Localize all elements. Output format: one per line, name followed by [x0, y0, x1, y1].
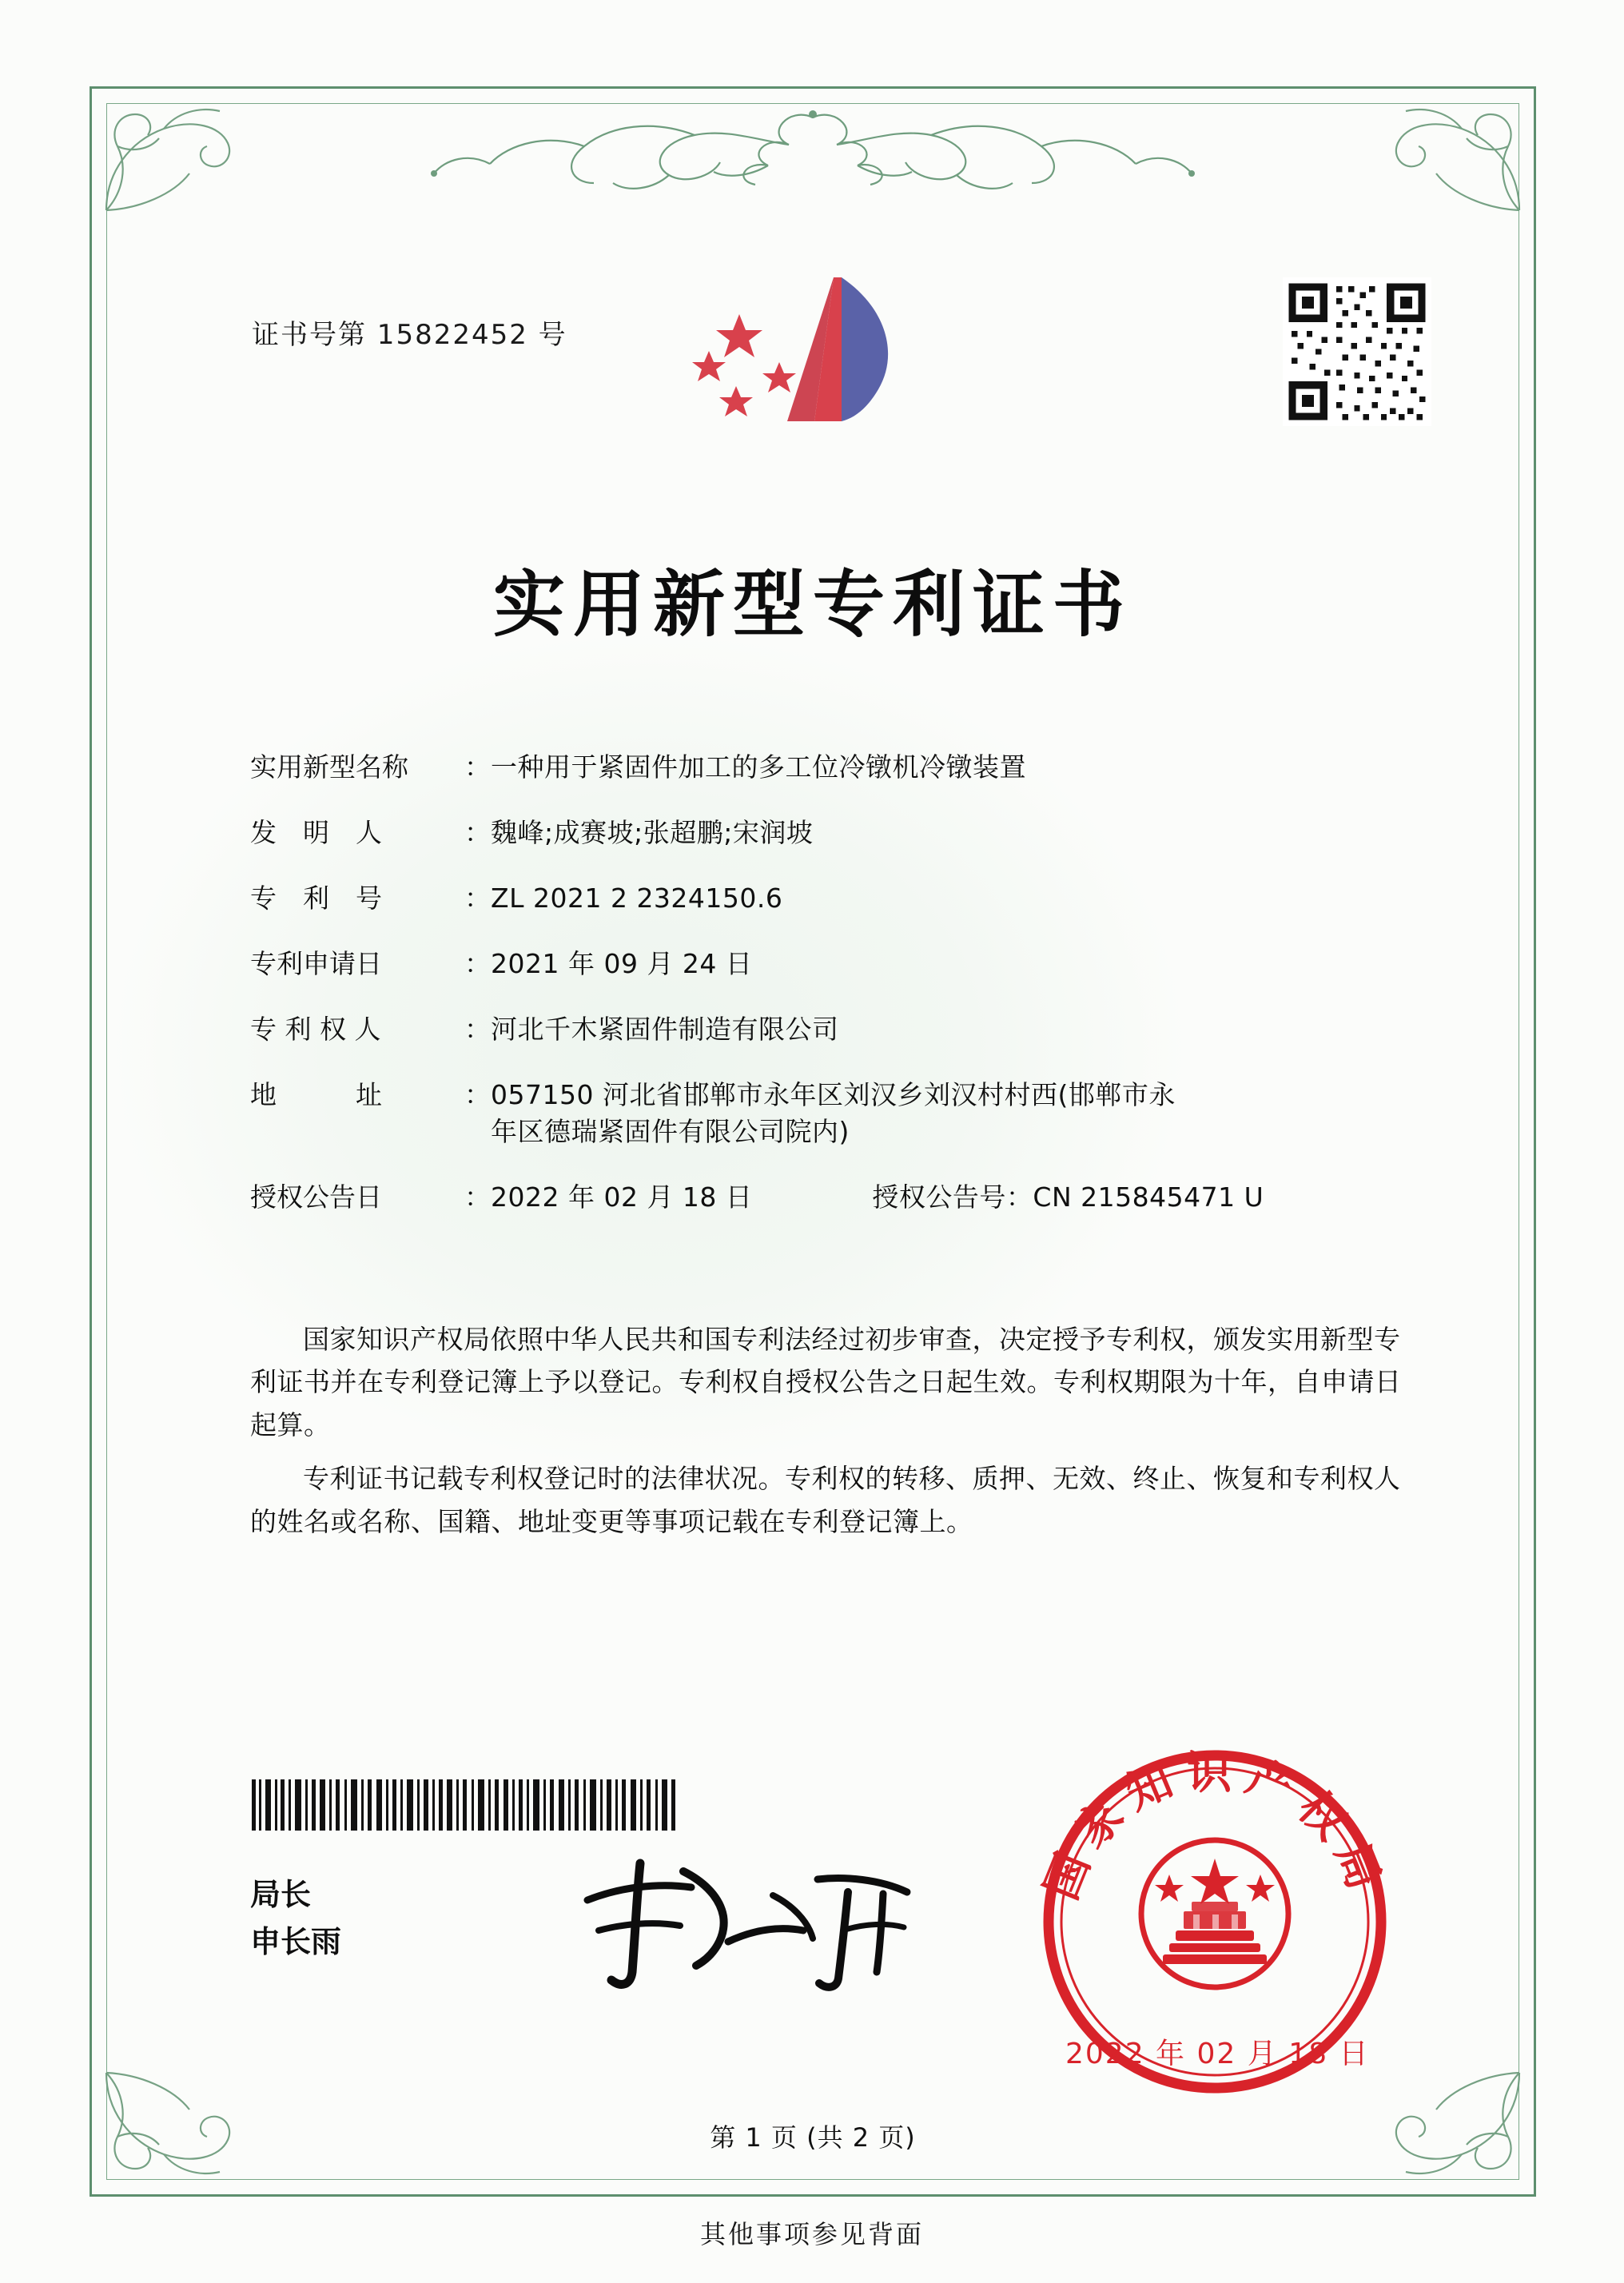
field-value-line2: 年区德瑞紧固件有限公司院内): [491, 1115, 850, 1147]
field-colon: ：: [464, 816, 491, 848]
field-address: [250, 1080, 1430, 1147]
field-value: [491, 1080, 1430, 1147]
field-inventors: [250, 818, 1430, 848]
field-label: 专利申请日: [250, 947, 382, 979]
grant-date-label: 授权公告日: [250, 1181, 382, 1213]
certificate-border-outer: [90, 86, 1536, 2197]
grant-number-value: CN 215845471 U: [1033, 1181, 1264, 1213]
field-colon: ：: [464, 947, 491, 979]
director-name: 申长雨: [250, 1923, 342, 1959]
page-indicator: 第 1 页 (共 2 页): [710, 2122, 916, 2153]
field-label: 专 利 号: [250, 882, 382, 914]
field-utility-model-name: [250, 752, 1430, 783]
grant-number-label: 授权公告号: [872, 1181, 1006, 1213]
certificate-content: [148, 137, 1478, 2162]
field-label: 地 址: [250, 1078, 382, 1110]
certificate-fields: [250, 752, 1430, 1248]
field-patent-number: [250, 883, 1430, 914]
field-value: 魏峰;成赛坡;张超鹏;宋润坡: [491, 816, 814, 848]
field-label: 实用新型名称: [250, 751, 408, 783]
field-value: 2021 年 09 月 24 日: [491, 947, 753, 979]
handwritten-signature-icon: [563, 1847, 947, 1999]
footer-note: 其他事项参见背面: [699, 2219, 924, 2249]
field-value: 河北千木紧固件制造有限公司: [491, 1013, 839, 1045]
field-patentee: [250, 1014, 1430, 1045]
certificate-number: 证书号第 15822452 号: [252, 319, 567, 351]
field-grant-announcement: [250, 1182, 1430, 1213]
director-block: [250, 1871, 341, 1966]
field-colon: ：: [464, 882, 491, 914]
legal-paragraph-2: 专利证书记载专利权登记时的法律状况。专利权的转移、质押、无效、终止、恢复和专利权人的姓名或名称、国籍、地址变更等事项记载在专利登记簿上。: [250, 1463, 1401, 1537]
field-label: 发 明 人: [250, 816, 382, 848]
field-label: 专 利 权 人: [250, 1013, 381, 1045]
field-value-line1: 057150 河北省邯郸市永年区刘汉乡刘汉村村西(邯郸市永: [491, 1078, 1176, 1110]
field-colon: ：: [464, 1078, 491, 1110]
page-title: 实用新型专利证书: [493, 563, 1132, 647]
qr-code-icon: [1283, 277, 1431, 426]
field-colon: ：: [464, 1013, 491, 1045]
field-value: ZL 2021 2 2324150.6: [491, 882, 783, 914]
director-title-label: 局长: [250, 1877, 312, 1912]
grant-date-value: 2022 年 02 月 18 日: [491, 1181, 753, 1213]
barcode-icon: [252, 1779, 675, 1831]
svg-text:国家知识产权局: 国家知识产权局: [1035, 1747, 1395, 1907]
field-value: 一种用于紧固件加工的多工位冷镦机冷镦装置: [491, 751, 1026, 783]
field-colon: ：: [464, 751, 491, 783]
cnipa-logo-icon: [677, 265, 949, 448]
grant-row: [491, 1182, 1430, 1213]
legal-paragraph-1: 国家知识产权局依照中华人民共和国专利法经过初步审查，决定授予专利权，颁发实用新型专利证书并在专利登记簿上予以登记。专利权自授权公告之日起生效。专利权期限为十年，自申请日起算。: [250, 1324, 1402, 1440]
grant-date-colon: ：: [464, 1181, 491, 1213]
field-application-date: [250, 949, 1430, 979]
legal-text: [250, 1318, 1422, 1554]
seal-date: 2022 年 02 月 18 日: [1065, 2038, 1370, 2070]
grant-number-colon: ：: [1005, 1181, 1033, 1213]
